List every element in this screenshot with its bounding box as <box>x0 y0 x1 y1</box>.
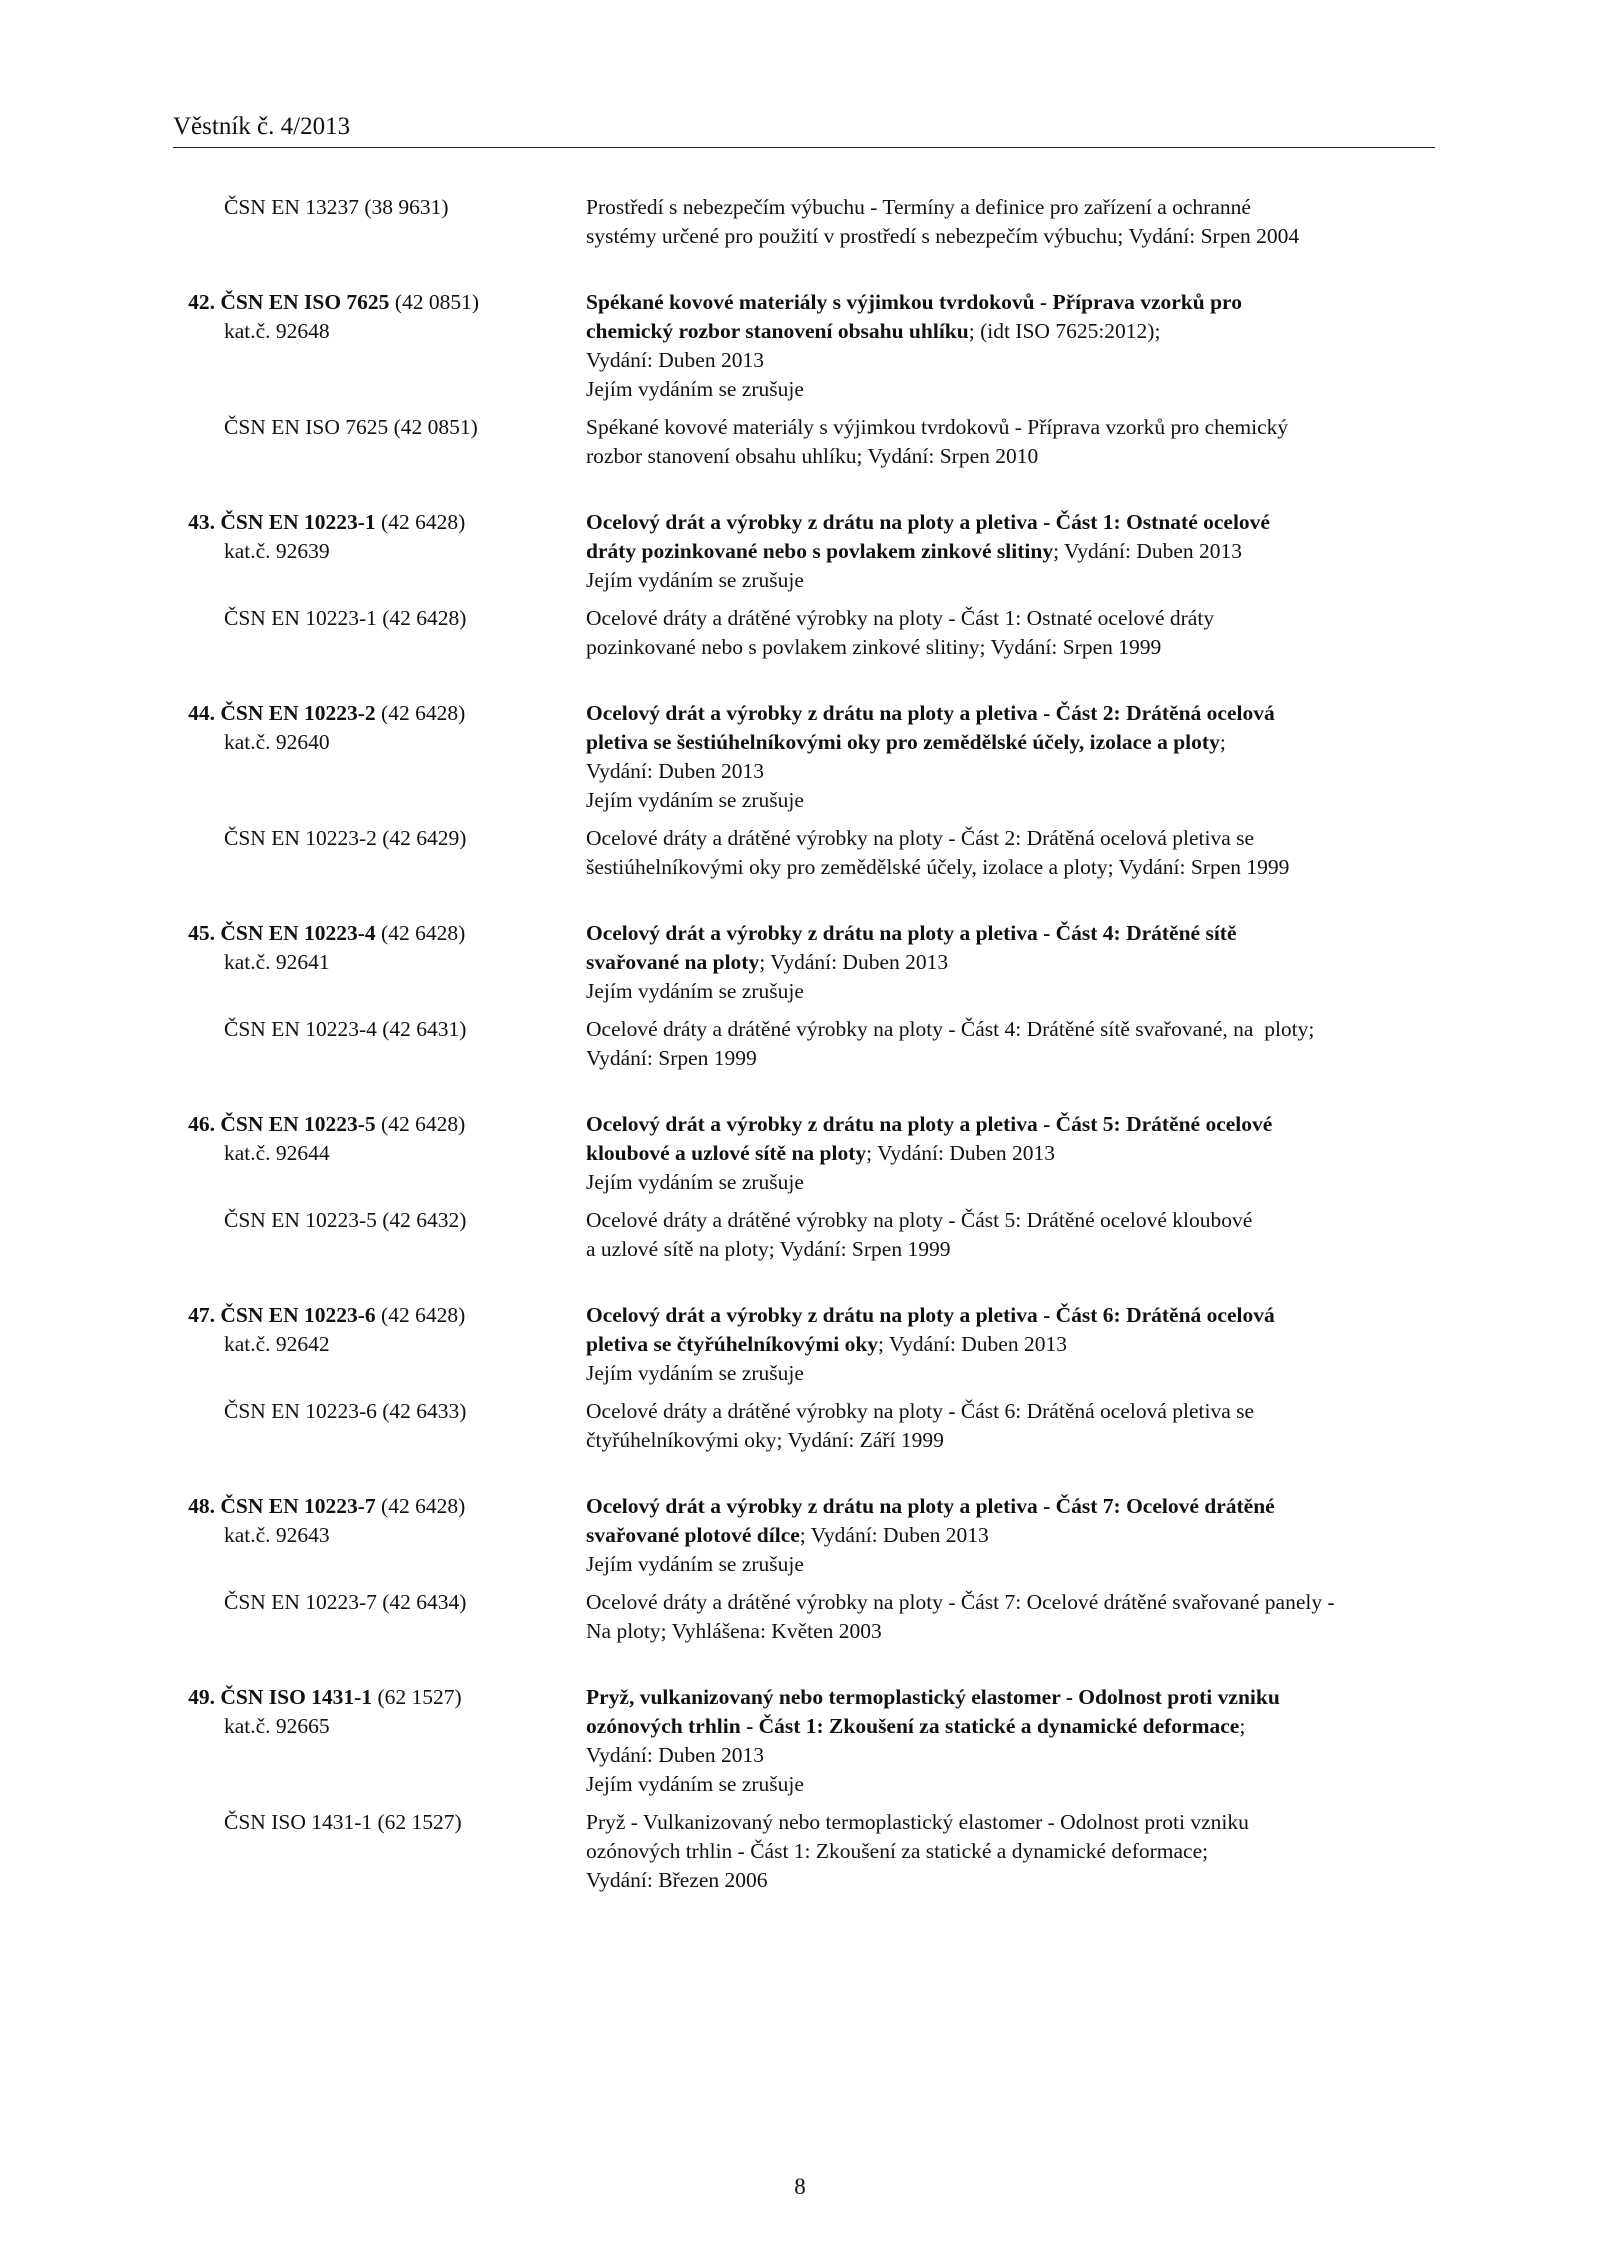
standard-title-line: kloubové a uzlové sítě na ploty <box>586 1141 867 1165</box>
standard-title-line: pletiva se šestiúhelníkovými oky pro zemědělské účely, izolace a ploty <box>586 730 1220 754</box>
standard-class: (42 6428) <box>375 1303 466 1327</box>
standard-code: ČSN ISO 1431-1 <box>220 1685 373 1709</box>
replaced-standard-description <box>586 413 1435 471</box>
description-line: Ocelové dráty a drátěné výrobky na ploty - Část 4: Drátěné sítě svařované, na ploty; <box>586 1017 1315 1041</box>
description-line: ozónových trhlin - Část 1: Zkoušení za statické a dynamické deformace; <box>586 1839 1209 1863</box>
replaced-standard-description <box>586 193 1435 251</box>
standard-entry <box>173 288 1435 471</box>
catalog-number: kat.č. 92641 <box>224 950 330 974</box>
entry-number: 45. <box>188 921 215 945</box>
cancels-note: Jejím vydáním se zrušuje <box>586 377 804 401</box>
description-line: Ocelové dráty a drátěné výrobky na ploty - Část 7: Ocelové drátěné svařované panely - <box>586 1590 1335 1614</box>
description-line: Pryž - Vulkanizovaný nebo termoplastický elastomer - Odolnost proti vzniku <box>586 1810 1249 1834</box>
standard-code: ČSN EN 10223-6 <box>220 1303 376 1327</box>
standard-title-line: Ocelový drát a výrobky z drátu na ploty a pletiva - Část 6: Drátěná ocelová <box>586 1303 1275 1327</box>
standard-title-line: ozónových trhlin - Část 1: Zkoušení za statické a dynamické deformace <box>586 1714 1240 1738</box>
standard-title-suffix: ; Vydání: Duben 2013 <box>1053 539 1243 563</box>
new-standard-row <box>173 508 1435 595</box>
standard-code: ČSN EN ISO 7625 <box>220 290 390 314</box>
description-line: Spékané kovové materiály s výjimkou tvrdokovů - Příprava vzorků pro chemický <box>586 415 1289 439</box>
replaced-standard-code: ČSN EN 10223-5 (42 6432) <box>224 1208 467 1232</box>
description-line: Ocelové dráty a drátěné výrobky na ploty - Část 5: Drátěné ocelové kloubové <box>586 1208 1253 1232</box>
new-standard-row <box>173 1492 1435 1579</box>
replaced-standard-code: ČSN EN 10223-6 (42 6433) <box>224 1399 467 1423</box>
cancels-note: Jejím vydáním se zrušuje <box>586 1552 804 1576</box>
standard-title-line: chemický rozbor stanovení obsahu uhlíku <box>586 319 969 343</box>
description-line: pozinkované nebo s povlakem zinkové slitiny; Vydání: Srpen 1999 <box>586 635 1162 659</box>
standard-title-line: Ocelový drát a výrobky z drátu na ploty a pletiva - Část 5: Drátěné ocelové <box>586 1112 1273 1136</box>
replaced-standard-row <box>173 1588 1435 1646</box>
description-line: rozbor stanovení obsahu uhlíku; Vydání: Srpen 2010 <box>586 444 1039 468</box>
replaced-standard-description <box>586 604 1435 662</box>
new-standard-row <box>173 1683 1435 1799</box>
replaced-standard-code: ČSN EN 10223-4 (42 6431) <box>224 1017 467 1041</box>
description-line: Ocelové dráty a drátěné výrobky na ploty - Část 2: Drátěná ocelová pletiva se <box>586 826 1255 850</box>
description-line: a uzlové sítě na ploty; Vydání: Srpen 1999 <box>586 1237 951 1261</box>
standard-code-cell <box>173 1301 586 1359</box>
standard-entry <box>173 508 1435 662</box>
cancels-note: Jejím vydáním se zrušuje <box>586 1361 804 1385</box>
standard-code-cell <box>173 699 586 757</box>
catalog-number: kat.č. 92640 <box>224 730 330 754</box>
replaced-standard-description <box>586 1808 1435 1895</box>
standard-class: (42 6428) <box>375 921 466 945</box>
standard-title-suffix: ; Vydání: Duben 2013 <box>799 1523 989 1547</box>
standard-title-line: Spékané kovové materiály s výjimkou tvrdokovů - Příprava vzorků pro <box>586 290 1242 314</box>
standard-entry <box>173 1110 1435 1264</box>
replaced-standard-description <box>586 1397 1435 1455</box>
standard-code-cell <box>173 919 586 977</box>
standard-class: (42 0851) <box>389 290 480 314</box>
cancels-note: Jejím vydáním se zrušuje <box>586 1170 804 1194</box>
replaced-standard-description <box>586 1015 1435 1073</box>
standards-list <box>173 193 1435 1932</box>
replaced-standard-code: ČSN ISO 1431-1 (62 1527) <box>224 1810 462 1834</box>
standard-title-line: pletiva se čtyřúhelníkovými oky <box>586 1332 879 1356</box>
description-line: Vydání: Březen 2006 <box>586 1868 768 1892</box>
replaced-standard-code: ČSN EN 10223-1 (42 6428) <box>224 606 467 630</box>
new-standard-row <box>173 288 1435 404</box>
standard-class: (42 6428) <box>375 1494 466 1518</box>
standard-title-suffix: ; <box>1219 730 1226 754</box>
page-header <box>173 110 1435 148</box>
catalog-number: kat.č. 92648 <box>224 319 330 343</box>
catalog-number: kat.č. 92644 <box>224 1141 330 1165</box>
replaced-standard-code: ČSN EN ISO 7625 (42 0851) <box>224 415 478 439</box>
standard-entry <box>173 1301 1435 1455</box>
replaced-standard-description <box>586 824 1435 882</box>
standard-code: ČSN EN 10223-4 <box>220 921 376 945</box>
standard-code: ČSN EN 10223-7 <box>220 1494 376 1518</box>
standard-description <box>586 919 1435 1006</box>
replaced-standard-code: ČSN EN 10223-2 (42 6429) <box>224 826 467 850</box>
catalog-number: kat.č. 92642 <box>224 1332 330 1356</box>
standard-title-line: Ocelový drát a výrobky z drátu na ploty a pletiva - Část 1: Ostnaté ocelové <box>586 510 1270 534</box>
replaced-standard-description <box>586 1588 1435 1646</box>
standard-code-cell <box>173 1110 586 1168</box>
description-line: Na ploty; Vyhlášena: Květen 2003 <box>586 1619 882 1643</box>
standard-code-cell <box>173 1683 586 1741</box>
replaced-standard-row <box>173 1808 1435 1895</box>
standard-title-line: Ocelový drát a výrobky z drátu na ploty a pletiva - Část 2: Drátěná ocelová <box>586 701 1275 725</box>
cancels-note: Jejím vydáním se zrušuje <box>586 979 804 1003</box>
standard-entry <box>173 919 1435 1073</box>
replaced-standard-row <box>173 824 1435 882</box>
publication-title: Věstník č. 4/2013 <box>173 113 351 140</box>
standard-description <box>586 1492 1435 1579</box>
replaced-standard-row <box>173 193 1435 251</box>
description-line: Prostředí s nebezpečím výbuchu - Termíny a definice pro zařízení a ochranné <box>586 195 1251 219</box>
replaced-standard-code: ČSN EN 10223-7 (42 6434) <box>224 1590 467 1614</box>
standard-code-cell <box>173 288 586 346</box>
cancels-note: Jejím vydáním se zrušuje <box>586 788 804 812</box>
standard-title-suffix: ; (idt ISO 7625:2012); <box>968 319 1161 343</box>
standard-description <box>586 1301 1435 1388</box>
description-line: Ocelové dráty a drátěné výrobky na ploty - Část 1: Ostnaté ocelové dráty <box>586 606 1215 630</box>
standard-code: ČSN EN 10223-2 <box>220 701 376 725</box>
entry-number: 44. <box>188 701 215 725</box>
standard-class: (42 6428) <box>375 701 466 725</box>
entry-number: 48. <box>188 1494 215 1518</box>
standard-class: (42 6428) <box>375 510 466 534</box>
standard-title-line: Pryž, vulkanizovaný nebo termoplastický elastomer - Odolnost proti vzniku <box>586 1685 1280 1709</box>
standard-code: ČSN EN 10223-1 <box>220 510 376 534</box>
new-standard-row <box>173 1110 1435 1197</box>
entry-number: 49. <box>188 1685 215 1709</box>
standard-title-suffix: ; Vydání: Duben 2013 <box>878 1332 1067 1356</box>
standard-title-suffix: ; <box>1239 1714 1246 1738</box>
catalog-number: kat.č. 92643 <box>224 1523 330 1547</box>
replaced-standard-row <box>173 1015 1435 1073</box>
entry-number: 46. <box>188 1112 215 1136</box>
replaced-standard-code-cell <box>173 193 586 222</box>
new-standard-row <box>173 1301 1435 1388</box>
entry-number: 47. <box>188 1303 215 1327</box>
description-line: Ocelové dráty a drátěné výrobky na ploty - Část 6: Drátěná ocelová pletiva se <box>586 1399 1255 1423</box>
intro-entry <box>173 193 1435 251</box>
standard-entry <box>173 1492 1435 1646</box>
page-number: 8 <box>794 2174 806 2199</box>
standard-description <box>586 288 1435 404</box>
standard-title-line: Ocelový drát a výrobky z drátu na ploty a pletiva - Část 4: Drátěné sítě <box>586 921 1237 945</box>
description-line: systémy určené pro použití v prostředí s nebezpečím výbuchu; Vydání: Srpen 2004 <box>586 224 1300 248</box>
standard-description <box>586 1683 1435 1799</box>
issue-date: Vydání: Duben 2013 <box>586 759 764 783</box>
standard-description <box>586 1110 1435 1197</box>
description-line: Vydání: Srpen 1999 <box>586 1046 757 1070</box>
cancels-note: Jejím vydáním se zrušuje <box>586 568 804 592</box>
issue-date: Vydání: Duben 2013 <box>586 1743 764 1767</box>
standard-entry <box>173 1683 1435 1895</box>
description-line: čtyřúhelníkovými oky; Vydání: Září 1999 <box>586 1428 944 1452</box>
standard-class: (62 1527) <box>372 1685 462 1709</box>
standard-description <box>586 699 1435 815</box>
replaced-standard-row <box>173 1206 1435 1264</box>
standard-title-line: svařované plotové dílce <box>586 1523 800 1547</box>
new-standard-row <box>173 699 1435 815</box>
standard-title-suffix: ; Vydání: Duben 2013 <box>866 1141 1056 1165</box>
catalog-number: kat.č. 92665 <box>224 1714 330 1738</box>
standard-class: (42 6428) <box>375 1112 466 1136</box>
replaced-standard-row <box>173 1397 1435 1455</box>
entry-number: 43. <box>188 510 215 534</box>
standard-entry <box>173 699 1435 882</box>
standard-description <box>586 508 1435 595</box>
replaced-standard-row <box>173 604 1435 662</box>
cancels-note: Jejím vydáním se zrušuje <box>586 1772 804 1796</box>
catalog-number: kat.č. 92639 <box>224 539 330 563</box>
standard-code-cell <box>173 508 586 566</box>
description-line: šestiúhelníkovými oky pro zemědělské účely, izolace a ploty; Vydání: Srpen 1999 <box>586 855 1290 879</box>
standard-code-cell <box>173 1492 586 1550</box>
standard-title-suffix: ; Vydání: Duben 2013 <box>759 950 949 974</box>
issue-date: Vydání: Duben 2013 <box>586 348 764 372</box>
standard-code: ČSN EN 10223-5 <box>220 1112 376 1136</box>
standard-title-line: svařované na ploty <box>586 950 760 974</box>
entry-number: 42. <box>188 290 215 314</box>
standard-title-line: dráty pozinkované nebo s povlakem zinkové slitiny <box>586 539 1054 563</box>
new-standard-row <box>173 919 1435 1006</box>
replaced-standard-row <box>173 413 1435 471</box>
replaced-standard-code: ČSN EN 13237 (38 9631) <box>224 195 449 219</box>
replaced-standard-description <box>586 1206 1435 1264</box>
standard-title-line: Ocelový drát a výrobky z drátu na ploty a pletiva - Část 7: Ocelové drátěné <box>586 1494 1275 1518</box>
